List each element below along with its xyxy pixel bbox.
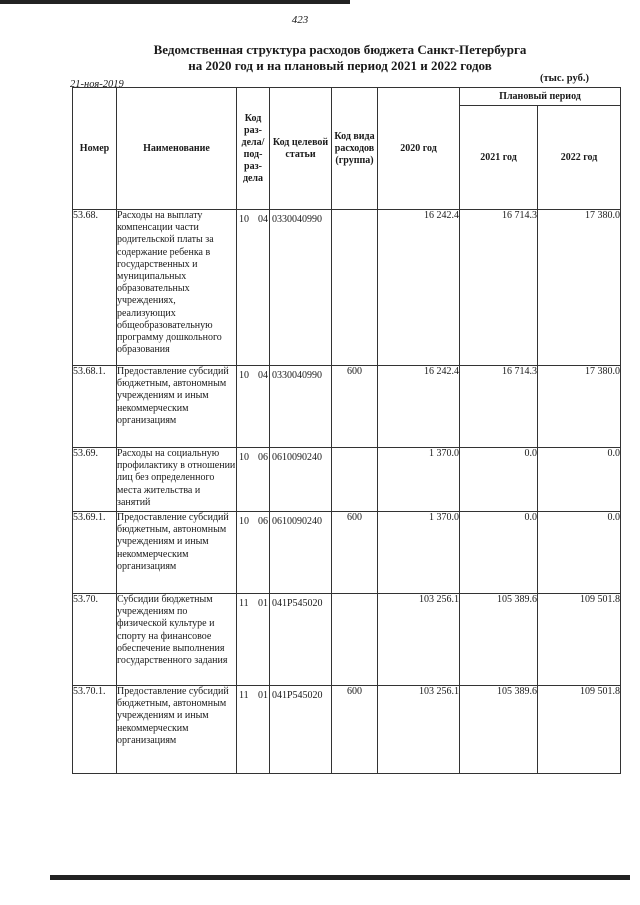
row-subsection: 06 — [258, 452, 268, 463]
table-row — [73, 366, 621, 448]
row-amount-2020: 16 242.4 — [378, 366, 460, 448]
document-title-line1: Ведомственная структура расходов бюджета Санкт-Петербурга — [153, 42, 527, 57]
row-section: 11 — [239, 690, 249, 701]
row-section: 10 — [239, 516, 249, 527]
row-section-code — [237, 448, 270, 512]
document-date: 21-ноя-2019 — [70, 79, 124, 90]
row-amount-2020: 1 370.0 — [378, 448, 460, 512]
row-number: 53.70.1. — [73, 686, 117, 774]
header-section-code: Код раз-дела/ под-раз-дела — [237, 88, 270, 210]
document-title-line2: на 2020 год и на плановый период 2021 и 2022 годов — [188, 58, 492, 73]
row-target: 041P545020 — [272, 690, 323, 701]
row-expense-type — [332, 448, 378, 512]
row-target-code — [270, 512, 332, 594]
row-name: Расходы на выплату компенсации части родительской платы за содержание ребенка в государственных и муниципальных образовательных учреждениях, реализующих общеобразовательную программу дошкольного образования — [117, 210, 237, 366]
row-amount-2022: 109 501.8 — [538, 594, 621, 686]
row-number: 53.68. — [73, 210, 117, 366]
row-section-code — [237, 366, 270, 448]
row-amount-2021: 16 714.3 — [460, 210, 538, 366]
row-section-code — [237, 512, 270, 594]
row-name: Предоставление субсидий бюджетным, автономным учреждениям и иным некоммерческим организациям — [117, 366, 237, 448]
row-number: 53.69.1. — [73, 512, 117, 594]
row-amount-2020: 1 370.0 — [378, 512, 460, 594]
row-amount-2021: 0.0 — [460, 448, 538, 512]
row-target: 0330040990 — [272, 370, 322, 381]
header-year-2022: 2022 год — [538, 106, 621, 210]
header-number: Номер — [73, 88, 117, 210]
row-name: Предоставление субсидий бюджетным, автономным учреждениям и иным некоммерческим организациям — [117, 686, 237, 774]
row-subsection: 06 — [258, 516, 268, 527]
row-target-code — [270, 210, 332, 366]
row-section: 11 — [239, 598, 249, 609]
header-planning-period: Плановый период — [460, 88, 621, 106]
row-number: 53.68.1. — [73, 366, 117, 448]
row-expense-type: 600 — [332, 512, 378, 594]
row-section-code — [237, 594, 270, 686]
row-amount-2020: 103 256.1 — [378, 686, 460, 774]
row-number: 53.70. — [73, 594, 117, 686]
units-label: (тыс. руб.) — [540, 73, 589, 84]
row-amount-2022: 17 380.0 — [538, 210, 621, 366]
row-target-code — [270, 686, 332, 774]
row-subsection: 01 — [258, 598, 268, 609]
page-number: 423 — [291, 14, 309, 26]
row-section: 10 — [239, 214, 249, 225]
table-body — [73, 210, 621, 774]
header-target-code: Код целевой статьи — [270, 88, 332, 210]
row-amount-2022: 17 380.0 — [538, 366, 621, 448]
header-year-2021: 2021 год — [460, 106, 538, 210]
row-amount-2021: 0.0 — [460, 512, 538, 594]
header-expense-type: Код вида расходов (группа) — [332, 88, 378, 210]
row-amount-2022: 0.0 — [538, 448, 621, 512]
row-target: 0330040990 — [272, 214, 322, 225]
table-row — [73, 448, 621, 512]
row-name: Субсидии бюджетным учреждениям по физической культуре и спорту на финансовое обеспечение выполнения государственного задания — [117, 594, 237, 686]
table-row — [73, 210, 621, 366]
row-target: 0610090240 — [272, 452, 322, 463]
row-target-code — [270, 366, 332, 448]
scan-edge-bottom — [50, 875, 630, 880]
row-target: 041P545020 — [272, 598, 323, 609]
row-expense-type — [332, 594, 378, 686]
row-amount-2020: 16 242.4 — [378, 210, 460, 366]
row-target-code — [270, 448, 332, 512]
row-expense-type: 600 — [332, 366, 378, 448]
row-amount-2022: 0.0 — [538, 512, 621, 594]
row-amount-2022: 109 501.8 — [538, 686, 621, 774]
row-section: 10 — [239, 370, 249, 381]
row-subsection: 04 — [258, 214, 268, 225]
row-amount-2021: 16 714.3 — [460, 366, 538, 448]
row-section: 10 — [239, 452, 249, 463]
row-section-code — [237, 686, 270, 774]
row-subsection: 01 — [258, 690, 268, 701]
table-row — [73, 594, 621, 686]
header-year-2020: 2020 год — [378, 88, 460, 210]
row-amount-2021: 105 389.6 — [460, 686, 538, 774]
row-name: Предоставление субсидий бюджетным, автономным учреждениям и иным некоммерческим организациям — [117, 512, 237, 594]
row-expense-type — [332, 210, 378, 366]
table-row — [73, 686, 621, 774]
table-row — [73, 512, 621, 594]
budget-table — [72, 87, 621, 774]
row-expense-type: 600 — [332, 686, 378, 774]
row-amount-2021: 105 389.6 — [460, 594, 538, 686]
row-target: 0610090240 — [272, 516, 322, 527]
row-subsection: 04 — [258, 370, 268, 381]
row-amount-2020: 103 256.1 — [378, 594, 460, 686]
row-name: Расходы на социальную профилактику в отношении лиц без определенного места жительства и занятий — [117, 448, 237, 512]
row-target-code — [270, 594, 332, 686]
row-number: 53.69. — [73, 448, 117, 512]
header-name: Наименование — [117, 88, 237, 210]
row-section-code — [237, 210, 270, 366]
scan-edge-top — [0, 0, 350, 4]
